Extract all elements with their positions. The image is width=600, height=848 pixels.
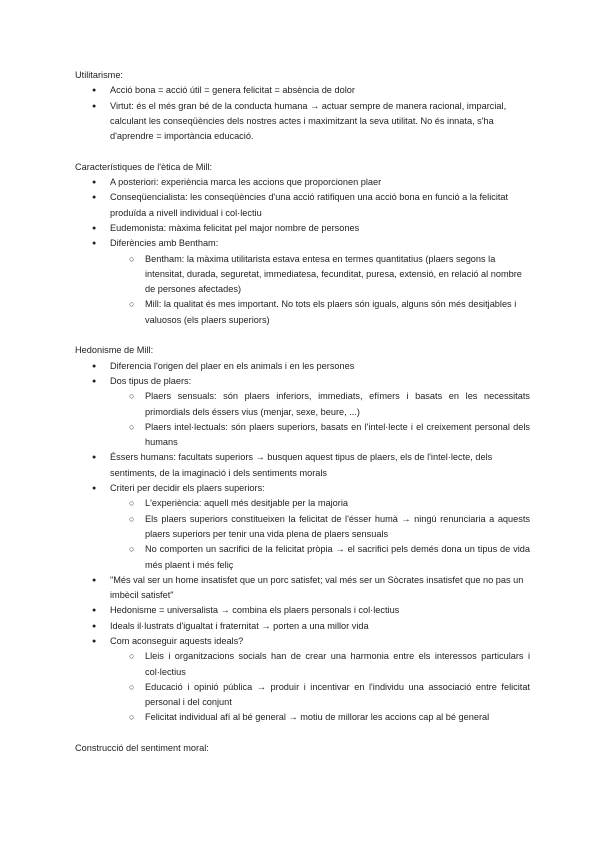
sub-list-item bbox=[75, 542, 530, 573]
hollow-bullet-icon: ○ bbox=[129, 421, 135, 432]
list-item bbox=[75, 236, 530, 251]
sub-list-item bbox=[75, 420, 530, 451]
list-item-text: No comporten un sacrifici de la felicitat pròpia → el sacrifici pels demés dona un tipus de vida més plaent i més feliç bbox=[145, 544, 530, 570]
sub-list-item bbox=[75, 389, 530, 420]
sub-list-item bbox=[75, 252, 530, 298]
list-item-text: Ideals il·lustrats d'igualtat i fraternitat → porten a una millor vida bbox=[110, 620, 369, 631]
sub-list-item bbox=[75, 512, 530, 543]
list-item bbox=[75, 619, 530, 634]
filled-bullet-icon: ● bbox=[92, 622, 97, 630]
list-item-text: Els plaers superiors constitueixen la felicitat de l'ésser humà → ningú renunciaria a aquests plaers superiors per tenir una vida plena de plaers sensuals bbox=[145, 513, 530, 539]
list-item-text: Eudemonista: màxima felicitat pel major nombre de persones bbox=[110, 222, 360, 233]
filled-bullet-icon: ● bbox=[92, 224, 97, 232]
list-item-text: Diferencia l'origen del plaer en els animals i en les persones bbox=[110, 360, 355, 371]
filled-bullet-icon: ● bbox=[92, 637, 97, 645]
list-item-text: Éssers humans: facultats superiors → busquen aquest tipus de plaers, els de l'intel·lecte, dels sentiments, de la imaginació i dels sentiments morals bbox=[110, 452, 493, 478]
section bbox=[75, 160, 530, 328]
list-item bbox=[75, 374, 530, 389]
list-item bbox=[75, 83, 530, 98]
list-item-text: L'experiència: aquell més desitjable per la majoria bbox=[145, 498, 348, 509]
list-item-text: Lleis i organitzacions socials han de crear una harmonia entre els interessos particulars i col·lectius bbox=[145, 651, 530, 677]
sub-list-item bbox=[75, 710, 530, 725]
hollow-bullet-icon: ○ bbox=[129, 513, 135, 524]
list-item-text: "Més val ser un home insatisfet que un porc satisfet; val més ser un Sòcrates insatisfet que no pas un imbècil satisfet" bbox=[110, 574, 524, 601]
list-item-text: Plaers intel·lectuals: són plaers superiors, basats en l'intel·lecte i el creixement personal dels humans bbox=[145, 421, 530, 448]
filled-bullet-icon: ● bbox=[92, 576, 97, 584]
list-item bbox=[75, 221, 530, 236]
hollow-bullet-icon: ○ bbox=[129, 391, 135, 402]
list-item bbox=[75, 573, 530, 604]
sub-list-item bbox=[75, 297, 530, 328]
filled-bullet-icon: ● bbox=[92, 194, 97, 202]
hollow-bullet-icon: ○ bbox=[129, 299, 135, 310]
list-item bbox=[75, 359, 530, 374]
section-heading: Hedonisme de Mill: bbox=[75, 345, 154, 356]
list-item bbox=[75, 634, 530, 649]
list-item bbox=[75, 99, 530, 145]
list-item-text: Com aconseguir aquests ideals? bbox=[110, 635, 244, 646]
bullet-list bbox=[75, 175, 530, 328]
list-item bbox=[75, 481, 530, 496]
sub-list-item bbox=[75, 649, 530, 680]
list-item-text: Virtut: és el més gran bé de la conducta humana → actuar sempre de manera racional, imparcial, calculant les conseqüències dels nostres actes i maximitzant la seva utilitat. No és innata, s'ha d'aprendre = importància educació. bbox=[110, 100, 507, 142]
section bbox=[75, 741, 530, 756]
filled-bullet-icon: ● bbox=[92, 454, 97, 462]
list-item-text: Dos tipus de plaers: bbox=[110, 375, 192, 386]
hollow-bullet-icon: ○ bbox=[129, 681, 135, 692]
section-heading: Utilitarisme: bbox=[75, 70, 123, 80]
document-content bbox=[75, 68, 530, 772]
list-item-text: Conseqüencialista: les conseqüències d'una acció ratifiquen una acció bona en funció a la felicitat produïda a nivell individual i col·lectiu bbox=[110, 192, 509, 218]
list-item bbox=[75, 450, 530, 481]
filled-bullet-icon: ● bbox=[92, 240, 97, 248]
hollow-bullet-icon: ○ bbox=[129, 651, 135, 662]
list-item-text: Mill: la qualitat és mes important. No tots els plaers són iguals, alguns són més desitjables i valuosos (els plaers superiors) bbox=[145, 299, 517, 325]
filled-bullet-icon: ● bbox=[92, 607, 97, 615]
hollow-bullet-icon: ○ bbox=[129, 253, 135, 264]
section bbox=[75, 68, 530, 144]
sub-list-item bbox=[75, 496, 530, 511]
filled-bullet-icon: ● bbox=[92, 377, 97, 385]
bullet-list bbox=[75, 359, 530, 726]
list-item-text: Plaers sensuals: són plaers inferiors, immediats, efímers i basats en les necessitats primordials dels éssers vius (menjar, sexe, beure, ...) bbox=[145, 391, 530, 417]
hollow-bullet-icon: ○ bbox=[129, 498, 135, 509]
list-item-text: Bentham: la màxima utilitarista estava entesa en termes quantitatius (plaers segons la intensitat, durada, seguretat, immediatesa, fecunditat, puresa, extensió, en relació al nombre de persones afectades) bbox=[145, 253, 522, 295]
list-item-text: A posteriori: experiència marca les accions que proporcionen plaer bbox=[110, 177, 382, 188]
filled-bullet-icon: ● bbox=[92, 102, 97, 110]
section-heading: Construcció del sentiment moral: bbox=[75, 743, 209, 754]
list-item-text: Educació i opinió pública → produir i incentivar en l'individu una associació entre felicitat personal i del conjunt bbox=[145, 681, 530, 708]
list-item-text: Hedonisme = universalista → combina els plaers personals i col·lectius bbox=[110, 605, 400, 616]
filled-bullet-icon: ● bbox=[92, 87, 97, 95]
list-item-text: Felicitat individual afí al bé general → motiu de millorar les accions cap al bé general bbox=[145, 712, 490, 723]
sub-list-item bbox=[75, 680, 530, 711]
section bbox=[75, 343, 530, 725]
hollow-bullet-icon: ○ bbox=[129, 712, 135, 723]
hollow-bullet-icon: ○ bbox=[129, 544, 135, 555]
filled-bullet-icon: ● bbox=[92, 179, 97, 187]
filled-bullet-icon: ● bbox=[92, 485, 97, 493]
list-item-text: Acció bona = acció útil = genera felicitat = absència de dolor bbox=[110, 85, 355, 96]
filled-bullet-icon: ● bbox=[92, 362, 97, 370]
list-item-text: Diferències amb Bentham: bbox=[110, 238, 219, 249]
section-heading: Característiques de l'ètica de Mill: bbox=[75, 161, 213, 172]
list-item bbox=[75, 175, 530, 190]
list-item-text: Criteri per decidir els plaers superiors: bbox=[110, 483, 265, 494]
list-item bbox=[75, 190, 530, 221]
bullet-list bbox=[75, 83, 530, 144]
list-item bbox=[75, 603, 530, 618]
